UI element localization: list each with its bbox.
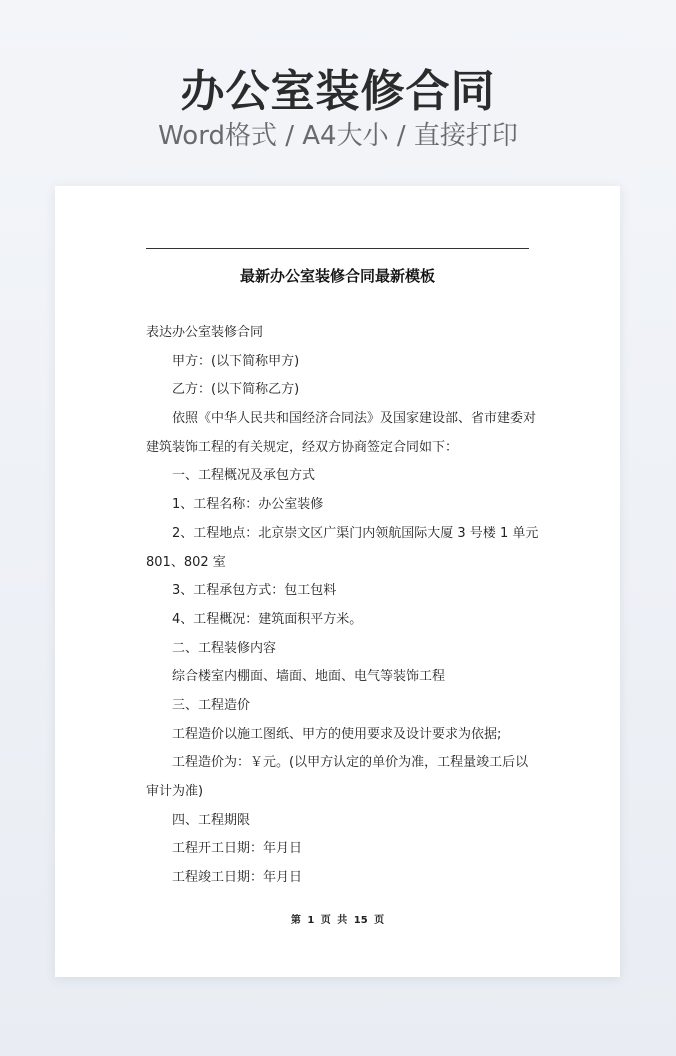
- document-title: 最新办公室装修合同最新模板: [239, 267, 435, 285]
- paragraph-line: 工程开工日期：年月日: [172, 841, 303, 857]
- paragraph-line: 工程造价以施工图纸、甲方的使用要求及设计要求为依据;: [172, 726, 502, 742]
- paragraph-line: 801、802 室: [146, 554, 226, 570]
- paragraph-line: 三、工程造价: [172, 697, 251, 713]
- banner-subtitle: Word格式 / A4大小 / 直接打印: [158, 121, 518, 151]
- paragraph-line: 综合楼室内棚面、墙面、地面、电气等装饰工程: [172, 669, 446, 685]
- paragraph-line: 表达办公室装修合同: [146, 325, 264, 340]
- paragraph-line: 建筑装饰工程的有关规定，经双方协商签定合同如下：: [146, 439, 459, 455]
- header-rule: [146, 248, 529, 249]
- paragraph-line: 工程造价为：￥元。(以甲方认定的单价为准，工程量竣工后以: [172, 755, 529, 771]
- document-page: [55, 186, 620, 977]
- page-footer: 第 1 页 共 15 页: [290, 915, 385, 926]
- banner: [0, 0, 676, 186]
- paragraph-line: 依照《中华人民共和国经济合同法》及国家建设部、省市建委对: [172, 411, 537, 427]
- paragraph-line: 2、工程地点：北京崇文区广渠门内领航国际大厦 3 号楼 1 单元: [172, 525, 539, 541]
- paragraph-line: 四、工程期限: [172, 812, 251, 828]
- banner-title: 办公室装修合同: [180, 66, 496, 117]
- paragraph-line: 乙方：(以下简称乙方): [172, 382, 300, 398]
- document-body: [146, 319, 539, 893]
- paragraph-line: 3、工程承包方式：包工包料: [172, 583, 337, 599]
- paragraph-line: 1、工程名称：办公室装修: [172, 497, 324, 513]
- paragraph-line: 4、工程概况：建筑面积平方米。: [172, 611, 363, 627]
- paragraph-line: 二、工程装修内容: [172, 640, 277, 656]
- paragraph-line: 甲方：(以下简称甲方): [172, 353, 300, 369]
- paragraph-line: 审计为准): [146, 784, 204, 799]
- paragraph-line: 工程竣工日期：年月日: [172, 870, 303, 886]
- paragraph-line: 一、工程概况及承包方式: [172, 468, 316, 484]
